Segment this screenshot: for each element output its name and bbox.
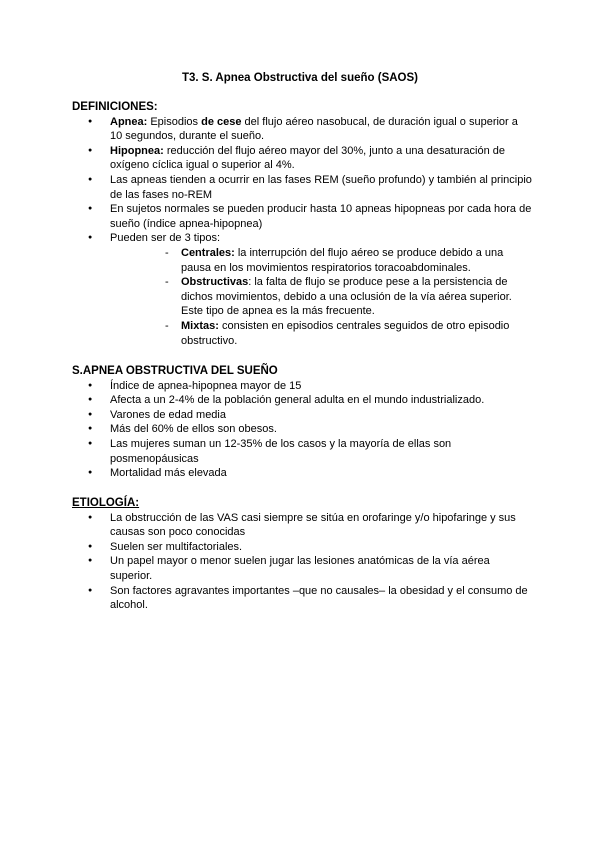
centrales-text: la interrupción del flujo aéreo se produce debido a una pausa en los movimientos respiratorios toracoabdominales. (181, 246, 504, 274)
saos-list (72, 379, 532, 481)
term-hipopnea: Hipopnea: (110, 144, 164, 157)
page-title: T3. S. Apnea Obstructiva del sueño (SAOS) (181, 72, 418, 84)
term-centrales: Centrales: (181, 246, 235, 259)
list-item-hipopnea (72, 144, 532, 173)
list-item: ● Son factores agravantes importantes –que no causales– la obesidad y el consumo de alcohol. (72, 584, 532, 613)
obstructivas-text: : la falta de flujo se produce pese a la persistencia de dichos movimientos, debido a una oclusión de la vía aérea superior. Este tipo de apnea es la más frecuente. (181, 276, 512, 318)
section-etiologia (72, 496, 532, 613)
list-item: ● Índice de apnea-hipopnea mayor de 15 (72, 379, 532, 394)
sub-item-centrales (146, 246, 532, 275)
definiciones-list (72, 115, 532, 349)
section-heading-definiciones: DEFINICIONES: (72, 101, 158, 113)
list-item: ● Suelen ser multifactoriales. (72, 540, 532, 555)
list-item: ● Afecta a un 2-4% de la población general adulta en el mundo industrializado. (72, 393, 532, 408)
list-item: ● Un papel mayor o menor suelen jugar las lesiones anatómicas de la vía aérea superior. (72, 554, 532, 583)
list-item: ● Mortalidad más elevada (72, 466, 532, 481)
list-item: ● La obstrucción de las VAS casi siempre se sitúa en orofaringe y/o hipofaringe y sus causas son poco conocidas (72, 511, 532, 540)
list-item-apnea (72, 115, 532, 144)
list-item: ● Las mujeres suman un 12-35% de los casos y la mayoría de ellas son posmenopáusicas (72, 437, 532, 466)
apnea-bold: de cese (201, 115, 242, 128)
etiologia-list (72, 511, 532, 613)
apnea-text-1: Episodios (147, 115, 202, 128)
section-heading-etiologia: ETIOLOGÍA: (72, 497, 140, 509)
tipos-list (110, 246, 532, 348)
term-mixtas: Mixtas: (181, 319, 219, 332)
section-saos (72, 364, 532, 481)
list-item (72, 231, 532, 348)
hipopnea-text: reducción del flujo aéreo mayor del 30%, junto a una desaturación de oxígeno cíclica igual o superior al 4%. (110, 144, 506, 172)
apnea-text-2: del flujo aéreo nasobucal, de duración igual o superior a 10 segundos, durante el sueño. (110, 115, 518, 143)
list-item: ● En sujetos normales se pueden producir hasta 10 apneas hipopneas por cada hora de sueño (índice apnea-hipopnea) (72, 202, 532, 231)
section-definiciones (72, 100, 532, 348)
list-item: ● Las apneas tienden a ocurrir en las fases REM (sueño profundo) y también al principio de las fases no-REM (72, 173, 532, 202)
section-heading-saos: S.APNEA OBSTRUCTIVA DEL SUEÑO (72, 365, 278, 377)
mixtas-text: consisten en episodios centrales seguidos de otro episodio obstructivo. (181, 319, 510, 347)
sub-item-obstructivas (146, 275, 532, 319)
term-apnea: Apnea: (110, 115, 148, 128)
tipos-intro: Pueden ser de 3 tipos: (110, 232, 221, 245)
sub-item-mixtas (146, 319, 532, 348)
term-obstructivas: Obstructivas (181, 276, 249, 289)
list-item: ● Varones de edad media (72, 408, 532, 423)
list-item: ● Más del 60% de ellos son obesos. (72, 422, 532, 437)
